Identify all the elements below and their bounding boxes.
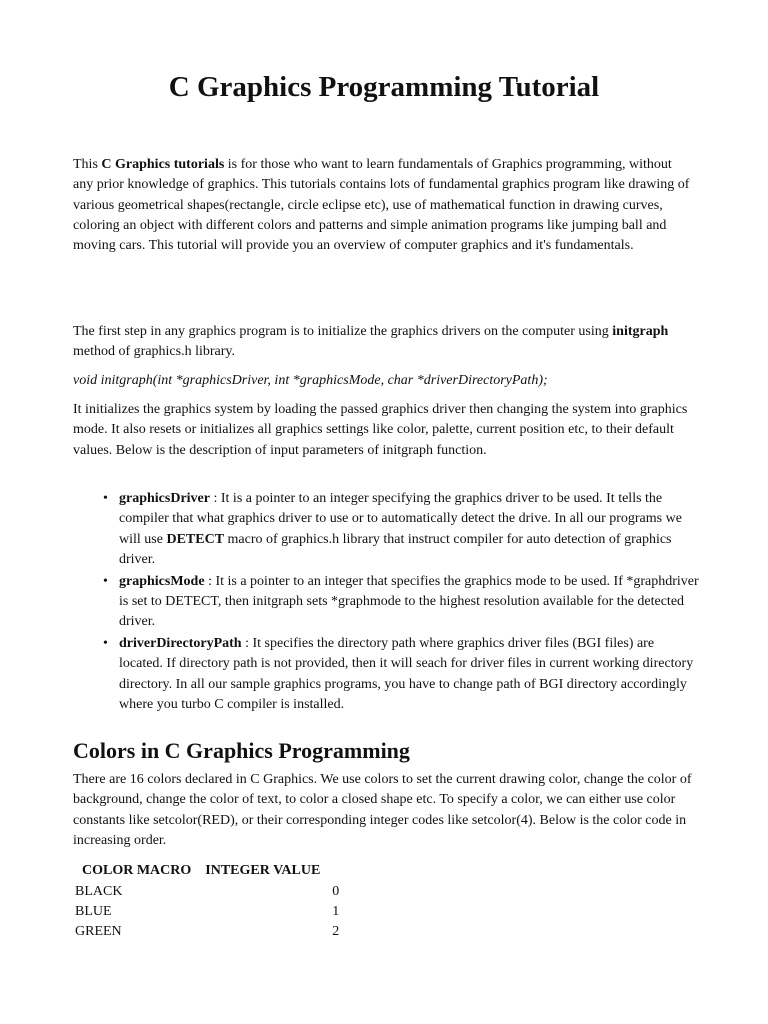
table-cell: BLUE bbox=[75, 904, 112, 919]
table-row bbox=[73, 882, 339, 902]
param-bold: DETECT bbox=[166, 531, 225, 547]
intro-rest: is for those who want to learn fundamentals of Graphics programming, without any prior knowledge of graphics. This tutorials contains lots of fundamental graphics program like drawing of various geometrical shapes(rectangle, circle eclipse etc), use of mathematical function in drawing curves, coloring an object with different colors and patterns and simple animation programs like jumping ball and moving cars. This tutorial will provide you an overview of computer graphics and it's fundamentals. bbox=[73, 157, 690, 254]
param-text: macro of graphics.h library that instruct compiler for auto detection of graphics driver. bbox=[119, 531, 672, 568]
table-header-row bbox=[73, 860, 339, 882]
list-item bbox=[103, 489, 699, 571]
table-row bbox=[73, 922, 339, 942]
list-item bbox=[103, 572, 699, 633]
table-row bbox=[73, 902, 339, 922]
bullet-icon: • bbox=[103, 491, 108, 506]
bullet-icon: • bbox=[103, 635, 108, 651]
param-name: graphicsMode bbox=[119, 573, 205, 589]
parameter-list bbox=[73, 489, 699, 716]
init-prefix: The first step in any graphics program is to initialize the graphics drivers on the computer using bbox=[73, 324, 613, 339]
column-header: COLOR MACRO bbox=[82, 863, 192, 878]
param-text: : It is a pointer to an integer that specifies the graphics mode to be used. If *graphdriver is set to DETECT, then initgraph sets *graphmode to the highest resolution available for the detected driver. bbox=[119, 573, 699, 630]
bullet-icon: • bbox=[103, 573, 108, 589]
color-table bbox=[73, 860, 339, 942]
column-header: INTEGER VALUE bbox=[205, 863, 321, 878]
colors-paragraph: There are 16 colors declared in C Graphics. We use colors to set the current drawing color, change the color of background, change the color of text, to color a closed shape etc. To specify a color, we can either use color constants like setcolor(RED), or their corresponding integer codes like setcolor(4). Below is the color code in increasing order. bbox=[73, 772, 692, 848]
param-text: : It is a pointer to an integer specifying the graphics driver to be used. It tells the compiler that what graphics driver to use or to automatically detect the drive. In all our programs we will use bbox=[119, 491, 682, 547]
intro-paragraph bbox=[73, 155, 693, 256]
colors-heading: Colors in C Graphics Programming bbox=[73, 738, 410, 763]
initgraph-signature: void initgraph(int *graphicsDriver, int *graphicsMode, char *driverDirectoryPath); bbox=[73, 373, 548, 388]
description-paragraph: It initializes the graphics system by loading the passed graphics driver then changing the system into graphics mode. It also resets or initializes all graphics settings like color, palette, current position etc, to their default values. Below is the description of input parameters of initgraph function. bbox=[73, 402, 688, 458]
table-cell: 0 bbox=[332, 884, 340, 899]
intro-bold: C Graphics tutorials bbox=[101, 157, 225, 172]
init-rest: method of graphics.h library. bbox=[73, 344, 235, 360]
param-name: driverDirectoryPath bbox=[119, 635, 242, 651]
param-name: graphicsDriver bbox=[119, 491, 210, 506]
table-cell: GREEN bbox=[75, 924, 122, 939]
table-cell: 1 bbox=[332, 904, 340, 919]
table-cell: 2 bbox=[332, 924, 340, 939]
init-paragraph bbox=[73, 322, 693, 363]
init-bold: initgraph bbox=[612, 324, 669, 339]
param-text: : It specifies the directory path where graphics driver files (BGI files) are located. If directory path is not provided, then it will seach for driver files in current working directory directory. In all our sample graphics programs, you have to change path of BGI directory accordingly where you turbo C compiler is installed. bbox=[119, 635, 694, 713]
table-cell: BLACK bbox=[75, 884, 123, 899]
list-item bbox=[103, 634, 699, 716]
intro-prefix: This bbox=[73, 157, 102, 172]
page-title: C Graphics Programming Tutorial bbox=[168, 71, 600, 103]
